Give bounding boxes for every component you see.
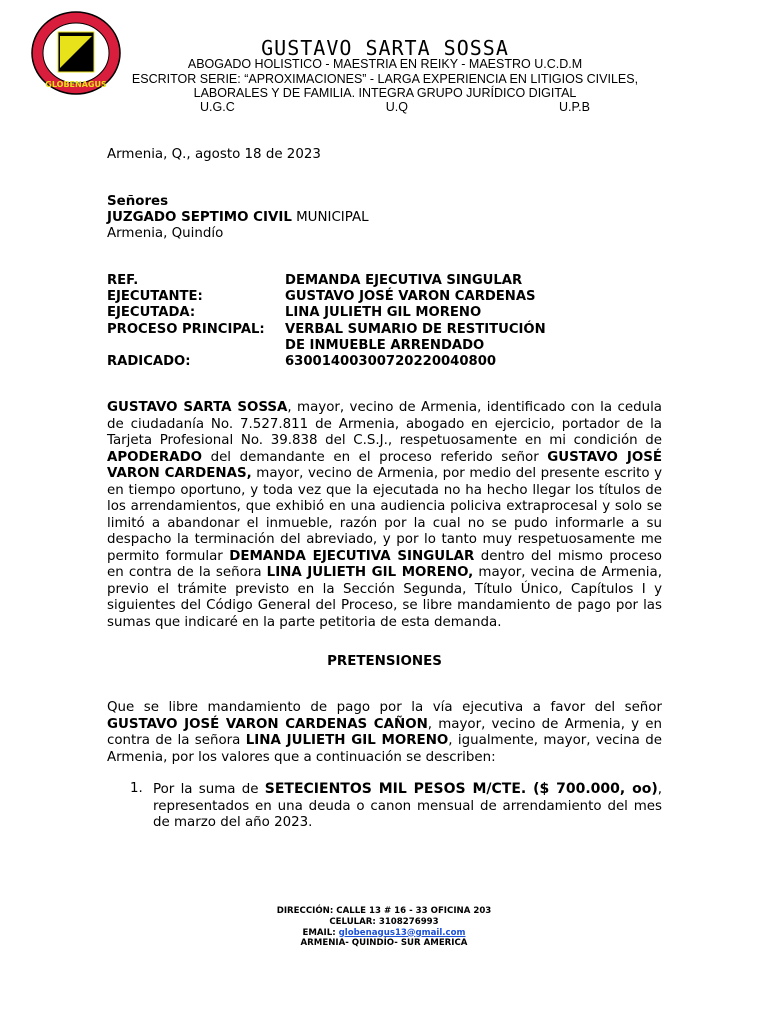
ref-key: PROCESO PRINCIPAL: [107,321,265,337]
list-item [153,781,662,832]
letterhead-line-2: ESCRITOR SERIE: “APROXIMACIONES” - LARGA EXPERIENCIA EN LITIGIOS CIVILES, [131,72,639,86]
ref-value: DEMANDA EJECUTIVA SINGULAR [285,273,523,288]
footer-location: ARMENIA- QUINDÍO- SUR AMERICA [300,938,468,949]
reference-row [107,289,585,305]
list-item-number: 1. [130,781,143,796]
p1-text-5: mayor, vecina de Armenia, previo el trámite previsto en la Sección Segunda, Título Único, Capítulos I y siguientes del Código General del Proceso, se libre mandamiento de pago por las sumas que indicaré en la parte petitoria de esta demanda. [107,565,662,630]
reference-row [107,273,585,289]
p1-bold-1: GUSTAVO SARTA SOSSA [107,400,288,415]
date-line: Armenia, Q., agosto 18 de 2023 [107,147,321,162]
body-paragraph-1 [107,400,662,631]
court-name [107,210,369,227]
footer [184,906,584,949]
item1-text-2: , representados en una deuda o canon mensual de arrendamiento del mes de marzo del año 2023. [153,782,662,830]
ref-value: LINA JULIETH GIL MORENO [285,305,482,321]
footer-email-line [184,928,584,939]
item1-text-1: Por la suma de [153,782,265,797]
p2-bold-2: LINA JULIETH GIL MORENO [245,733,449,748]
ref-key [107,338,285,354]
p1-bold-2: APODERADO [107,449,202,465]
p1-bold-3: GUSTAVO JOSÉ VARON CARDENAS, [107,449,663,481]
unit-uq: U.Q [385,100,408,114]
letterhead-line-3: LABORALES Y DE FAMILIA. INTEGRA GRUPO JURÍDICO DIGITAL [193,86,577,100]
court-city: Armenia, Quindío [107,226,224,241]
footer-phone: CELULAR: 3108276993 [329,916,439,927]
letterhead-name: GUSTAVO SARTA SOSSA [261,36,509,60]
body-paragraph-2 [107,700,662,766]
ref-value: VERBAL SUMARIO DE RESTITUCIÓN [285,321,546,337]
footer-email-label: EMAIL: [302,927,339,938]
ref-key: RADICADO: [107,354,191,370]
letterhead-line-1: ABOGADO HOLISTICO - MAESTRIA EN REIKY - MAESTRO U.C.D.M [187,57,583,71]
p2-bold-1: GUSTAVO JOSÉ VARON CARDENAS CAÑON [107,716,428,732]
section-title: PRETENSIONES [327,654,442,669]
ref-key: EJECUTADA: [107,305,196,321]
reference-row [107,305,585,321]
unit-ugc: U.G.C [200,100,235,114]
footer-email-link[interactable]: globenagus13@gmail.com [338,927,466,938]
p1-bold-4: DEMANDA EJECUTIVA SINGULAR [229,548,475,564]
reference-row [107,322,585,338]
ref-key: EJECUTANTE: [107,289,203,305]
ref-value: DE INMUEBLE ARRENDADO [285,337,485,353]
reference-block [107,273,585,370]
footer-address: DIRECCIÓN: CALLE 13 # 16 - 33 OFICINA 203 [276,906,492,916]
globenagus-logo [30,10,122,96]
salutation: Señores [107,194,169,209]
court-name-rest: MUNICIPAL [291,210,369,225]
p1-bold-5: LINA JULIETH GIL MORENO, [266,565,474,580]
logo-text: GLOBENAGUS [45,80,107,89]
p1-text-4: dentro del mismo proceso en contra de la señora [107,548,662,580]
reference-row [107,354,585,370]
item1-bold-1: SETECIENTOS MIL PESOS M/CTE. ($ 700.000, oo) [264,781,658,797]
ref-value: 63001400300720220040800 [285,354,497,370]
ref-key: REF. [107,273,139,288]
p1-text-3: mayor, vecino de Armenia, por medio del presente escrito y en tiempo oportuno, y toda vez que la ejecutada no ha hecho llegar los títulos de los arrendamientos, que exhibió en una audiencia policiva extraprocesal y solo se limitó a abandonar el inmueble, razón por la cual no se pudo informarle a su despacho la terminación del abreviado, y por lo tanto muy respetuosamente me permito formular [107,466,662,564]
p1-text-1: , mayor, vecino de Armenia, identificado con la cedula de ciudadanía No. 7.527.811 de Armenia, abogado en ejercicio, portador de la Tarjeta Profesional No. 39.838 del C.S.J., respetuosamente en mi condición de [107,400,662,448]
p2-text-1: Que se libre mandamiento de pago por la vía ejecutiva a favor del señor [107,700,662,715]
ref-value: GUSTAVO JOSÉ VARON CARDENAS [285,289,536,305]
p2-text-3: , igualmente, mayor, vecina de Armenia, por los valores que a continuación se describen: [107,733,662,765]
p2-text-2: , mayor, vecino de Armenia, y en contra de la señora [107,716,662,748]
p1-text-2: del demandante en el proceso referido señor [202,449,548,465]
letterhead-units [200,100,590,114]
court-name-bold: JUZGADO SEPTIMO CIVIL [107,210,292,225]
reference-row [107,338,585,354]
unit-upb: U.P.B [558,100,590,114]
